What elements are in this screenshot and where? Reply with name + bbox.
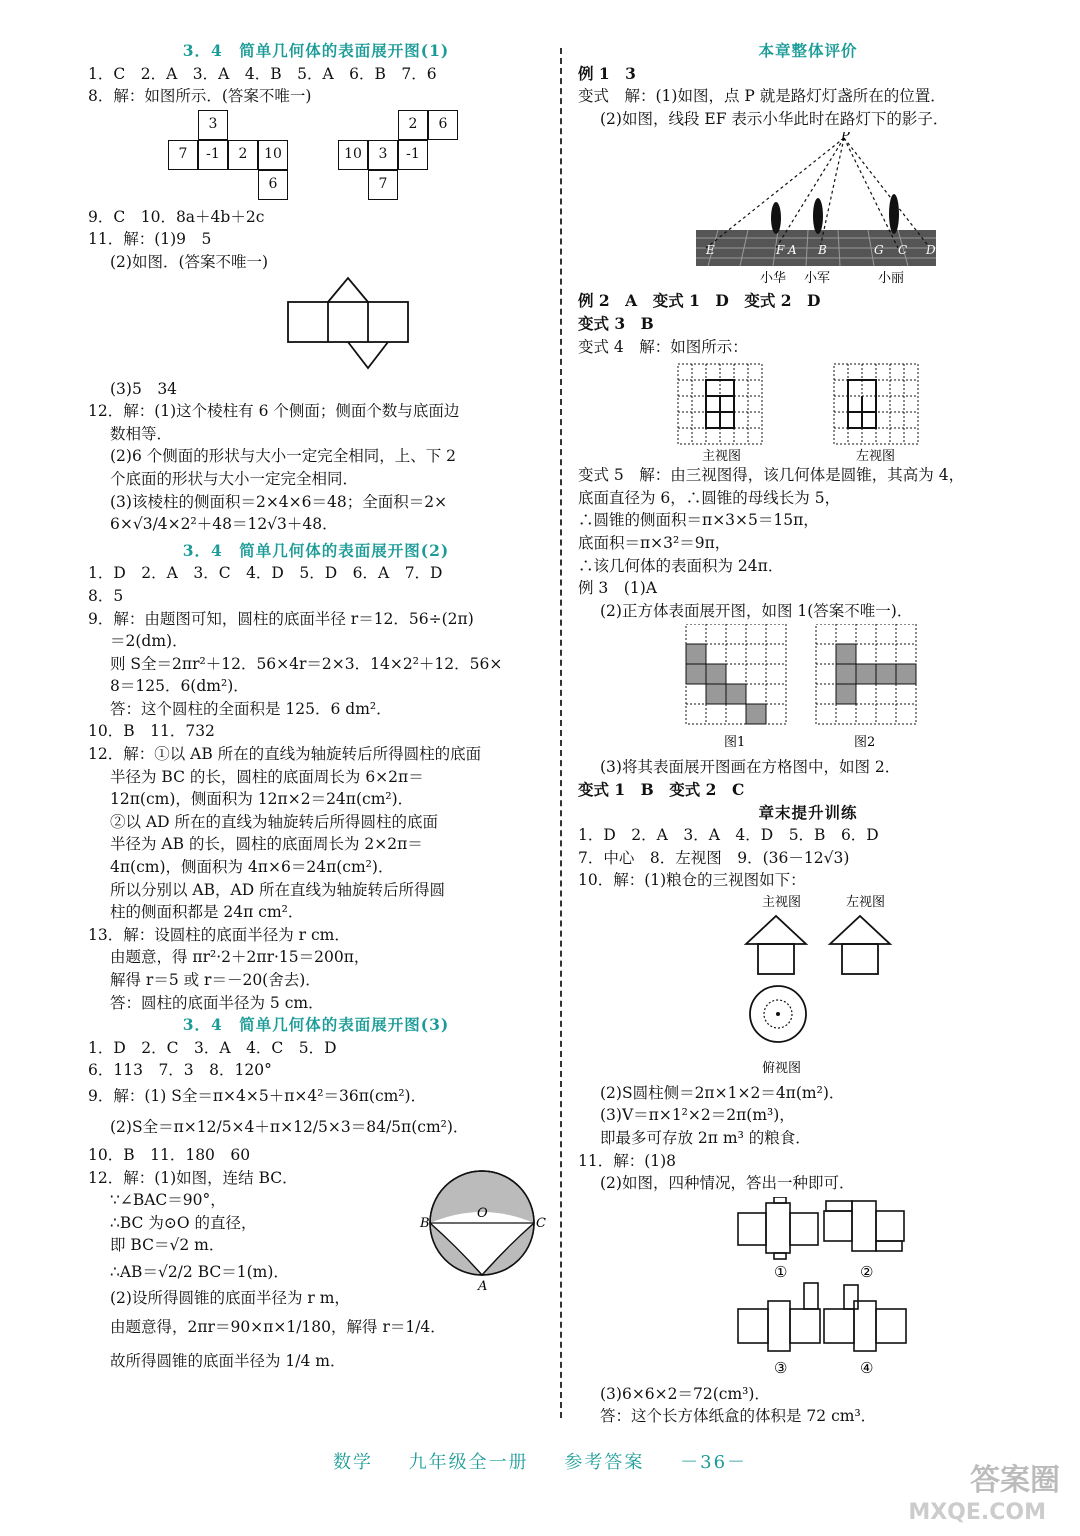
answer-line: ＝2(dm)． xyxy=(110,632,188,651)
section-title: 3．4 简单几何体的表面展开图(1) xyxy=(182,41,450,60)
street-lamp-figure xyxy=(578,132,1038,288)
answer-line: 由题意，得 πr²·2＋2πr·15＝200π， xyxy=(110,948,370,967)
label-xiaoli: 小丽 xyxy=(878,271,905,287)
answer-line: 变式 解：(1)如图，点 P 就是路灯灯盏所在的位置． xyxy=(578,87,946,106)
circle-sector-figure xyxy=(418,1163,548,1293)
answer-line: 12π(cm)，侧面积为 12π×2＝24π(cm²)． xyxy=(110,790,414,809)
answer-line: ∴AB＝√2/2 BC＝1(m)． xyxy=(110,1262,289,1281)
answer-line: 11．解：(1)8 xyxy=(578,1151,677,1170)
answer-line: 例 1 3 xyxy=(578,63,636,83)
granary-three-views xyxy=(578,894,1038,1080)
section-title: 3．4 简单几何体的表面展开图(3) xyxy=(182,1015,450,1035)
net-cell: -1 xyxy=(198,140,228,170)
box-nets-figure xyxy=(578,1197,1038,1381)
answer-line: 9．解：(1) S全＝π×4×5＋π×4²＝36π(cm²)． xyxy=(88,1086,427,1105)
answer-line: 由题意得，2πr＝90×π×1/180，解得 r＝1/4． xyxy=(110,1317,446,1336)
footer-subject: 数学 xyxy=(332,1452,373,1473)
answer-line: 例 2 A 变式 1 D 变式 2 D xyxy=(578,291,821,311)
answer-line: 12．解：(1)这个棱柱有 6 个侧面；侧面个数与底面边 xyxy=(88,402,460,421)
label-p: P xyxy=(841,132,850,145)
label-net-4: ④ xyxy=(860,1358,874,1377)
label-left-view: 左视图 xyxy=(846,894,886,910)
net-cell: 2 xyxy=(228,140,258,170)
net-cell: 10 xyxy=(258,140,288,170)
answer-line: 个底面的形状与大小一定完全相同． xyxy=(110,469,359,488)
net-cell: 7 xyxy=(368,170,398,200)
answer-line: (3)V＝π×1²×2＝2π(m³)， xyxy=(600,1106,795,1125)
answer-line: (2)设所得圆锥的底面半径为 r m， xyxy=(110,1288,350,1307)
two-cube-net-grids xyxy=(578,624,1038,754)
label-net-1: ① xyxy=(774,1262,788,1281)
label-d: D xyxy=(926,243,936,258)
right-column xyxy=(578,40,1038,1428)
label-net-3: ③ xyxy=(774,1358,788,1377)
label-b: B xyxy=(818,243,827,258)
cube-nets-figure xyxy=(88,110,544,204)
label-b: B xyxy=(420,1215,430,1231)
prism-net-figure xyxy=(88,276,544,376)
answer-line: 半径为 BC 的长，圆柱的底面周长为 6×2π＝ xyxy=(110,767,424,786)
answer-line: ∵∠BAC＝90°， xyxy=(110,1191,226,1210)
answer-line: ∴该几何体的表面积为 24π． xyxy=(578,556,784,575)
label-top-view: 俯视图 xyxy=(762,1060,802,1076)
answer-line: (3)将其表面展开图画在方格图中，如图 2． xyxy=(600,758,901,777)
label-main-view: 主视图 xyxy=(702,449,742,463)
answer-line: 底面直径为 6，∴圆锥的母线长为 5， xyxy=(578,488,841,507)
answer-line: 1．D 2．A 3．C 4．D 5．D 6．A 7．D xyxy=(88,564,443,583)
watermark-logo: 答案圈 xyxy=(970,1463,1060,1498)
answer-line: (2)如图，线段 EF 表示小华此时在路灯下的影子． xyxy=(600,109,949,128)
triangular-prism-net xyxy=(88,276,544,376)
answer-line: 所以分别以 AB，AD 所在直线为轴旋转后所得圆 xyxy=(110,880,446,899)
answer-line: 答：这个圆柱的全面积是 125．6 dm²． xyxy=(110,699,392,718)
label-xiaojun: 小军 xyxy=(804,271,831,287)
answer-line: 变式 5 解：由三视图得，该几何体是圆锥，其高为 4， xyxy=(578,466,965,485)
answer-line: 则 S全＝2πr²＋12．56×4r＝2×3．14×2²＋12．56× xyxy=(110,654,503,673)
label-fig1: 图1 xyxy=(724,735,746,751)
answer-line: 答：圆柱的底面半径为 5 cm． xyxy=(110,993,324,1012)
label-e: E xyxy=(706,243,715,258)
answer-line: 解得 r＝5 或 r＝－20(舍去)． xyxy=(110,971,321,989)
net-cell: 2 xyxy=(398,110,428,140)
footer-grade: 九年级全一册 xyxy=(408,1452,529,1473)
left-column xyxy=(88,40,544,1378)
label-xiaohua: 小华 xyxy=(760,271,787,287)
answer-line: (2)如图．(答案不唯一) xyxy=(110,252,269,271)
label-f: F xyxy=(776,243,785,258)
net-cell: 6 xyxy=(428,110,458,140)
column-divider xyxy=(560,48,562,1418)
label-c: C xyxy=(898,243,908,258)
answer-line: 10．B 11．732 xyxy=(88,722,215,741)
section-title: 3．4 简单几何体的表面展开图(2) xyxy=(182,540,450,560)
answer-line: 例 3 (1)A xyxy=(578,579,657,598)
answer-line: (3)5 34 xyxy=(110,379,178,398)
two-views-grid xyxy=(578,360,1038,462)
answer-line: 12．解：(1)如图，连结 BC． xyxy=(88,1168,298,1187)
answer-line: 9．解：由题图可知，圆柱的底面半径 r＝12．56÷(2π) xyxy=(88,609,474,628)
net-cell: 3 xyxy=(198,110,228,140)
page-footer xyxy=(0,1448,1080,1474)
label-a: A xyxy=(478,1278,488,1293)
answer-line: (2)S全＝π×12/5×4＋π×12/5×3＝84/5π(cm²)． xyxy=(110,1117,469,1136)
answer-line: 11．解：(1)9 5 xyxy=(88,230,212,249)
answer-line: 变式 1 B 变式 2 C xyxy=(578,779,745,799)
answer-line: 柱的侧面积都是 24π cm²． xyxy=(110,903,304,922)
answer-line: 1．C 2．A 3．A 4．B 5．A 6．B 7．6 xyxy=(88,64,437,83)
section-title: 章末提升训练 xyxy=(758,802,858,822)
answer-line: 底面积＝π×3²＝9π， xyxy=(578,533,731,552)
answer-line: (2)如图，四种情况，答出一种即可． xyxy=(600,1174,855,1193)
answer-line: ∴圆锥的侧面积＝π×3×5＝15π， xyxy=(578,511,819,530)
answer-line: 9．C 10．8a＋4b＋2c xyxy=(88,207,265,226)
net-cell: 7 xyxy=(168,140,198,170)
label-a: A xyxy=(788,243,797,258)
answer-line: 6×√3/4×2²＋48＝12√3＋48． xyxy=(110,515,338,534)
net-cell: 6 xyxy=(258,170,288,200)
answer-line: (2)S圆柱侧＝2π×1×2＝4π(m²)． xyxy=(600,1083,845,1102)
watermark-url: MXQE.COM xyxy=(908,1500,1046,1525)
answer-line: 10．B 11．180 60 xyxy=(88,1145,251,1164)
footer-page-number: －36－ xyxy=(680,1452,748,1473)
answer-line: 12．解：①以 AB 所在的直线为轴旋转后所得圆柱的底面 xyxy=(88,745,482,764)
answer-line: 7．中心 8．左视图 9．(36－12√3) xyxy=(578,848,850,867)
answer-line: 10．解：(1)粮仓的三视图如下： xyxy=(578,871,806,890)
answer-line: 6．113 7．3 8．120° xyxy=(88,1061,272,1080)
label-net-2: ② xyxy=(860,1262,874,1281)
footer-label: 参考答案 xyxy=(564,1452,645,1473)
granary-views-figure xyxy=(578,894,1038,1080)
net-cell: -1 xyxy=(398,140,428,170)
answer-line: 答：这个长方体纸盒的体积是 72 cm³． xyxy=(600,1407,877,1426)
cube-net-grid-figure xyxy=(578,624,1038,754)
answer-line: 故所得圆锥的底面半径为 1/4 m． xyxy=(110,1351,346,1370)
four-box-nets xyxy=(578,1197,1038,1381)
answer-line: 13．解：设圆柱的底面半径为 r cm． xyxy=(88,925,350,944)
answer-line: 数相等． xyxy=(110,424,173,443)
answer-line: (3)6×6×2＝72(cm³)． xyxy=(600,1384,770,1403)
answer-line: 4π(cm)，侧面积为 4π×6＝24π(cm²)． xyxy=(110,858,394,877)
answer-line: 变式 4 解：如图所示： xyxy=(578,337,748,356)
answer-line: 即 BC＝√2 m． xyxy=(110,1236,225,1255)
label-c: C xyxy=(536,1215,546,1231)
views-grid-figure xyxy=(578,360,1038,462)
answer-line: ②以 AD 所在的直线为轴旋转后所得圆柱的底面 xyxy=(110,812,438,831)
answer-line: 1．D 2．A 3．A 4．D 5．B 6．D xyxy=(578,826,879,845)
answer-line: 8．5 xyxy=(88,586,124,605)
answer-line: ∴BC 为⊙O 的直径， xyxy=(110,1213,257,1232)
answer-line: 变式 3 B xyxy=(578,313,654,333)
label-o: O xyxy=(477,1205,488,1221)
answer-line: 8＝125．6(dm²)． xyxy=(110,677,249,696)
answer-line: 8．解：如图所示．(答案不唯一) xyxy=(88,87,312,106)
label-fig2: 图2 xyxy=(854,735,876,751)
answer-line: (2)正方体表面展开图，如图 1(答案不唯一)． xyxy=(600,601,913,620)
answer-line: (3)该棱柱的侧面积＝2×4×6＝48；全面积＝2× xyxy=(110,492,448,511)
section-title: 本章整体评价 xyxy=(758,41,858,60)
answer-line: 1．D 2．C 3．A 4．C 5．D xyxy=(88,1038,337,1057)
label-g: G xyxy=(874,243,884,258)
net-cell: 3 xyxy=(368,140,398,170)
answer-line: 半径为 AB 的长，圆柱的底面周长为 2×2π＝ xyxy=(110,835,423,854)
label-left-view: 左视图 xyxy=(856,449,896,463)
net-cell: 10 xyxy=(338,140,368,170)
answer-line: 即最多可存放 2π m³ 的粮食． xyxy=(600,1129,811,1148)
label-main-view: 主视图 xyxy=(762,894,802,910)
answer-line: (2)6 个侧面的形状与大小一定完全相同，上、下 2 xyxy=(110,447,457,466)
shadow-photo xyxy=(578,132,1038,288)
